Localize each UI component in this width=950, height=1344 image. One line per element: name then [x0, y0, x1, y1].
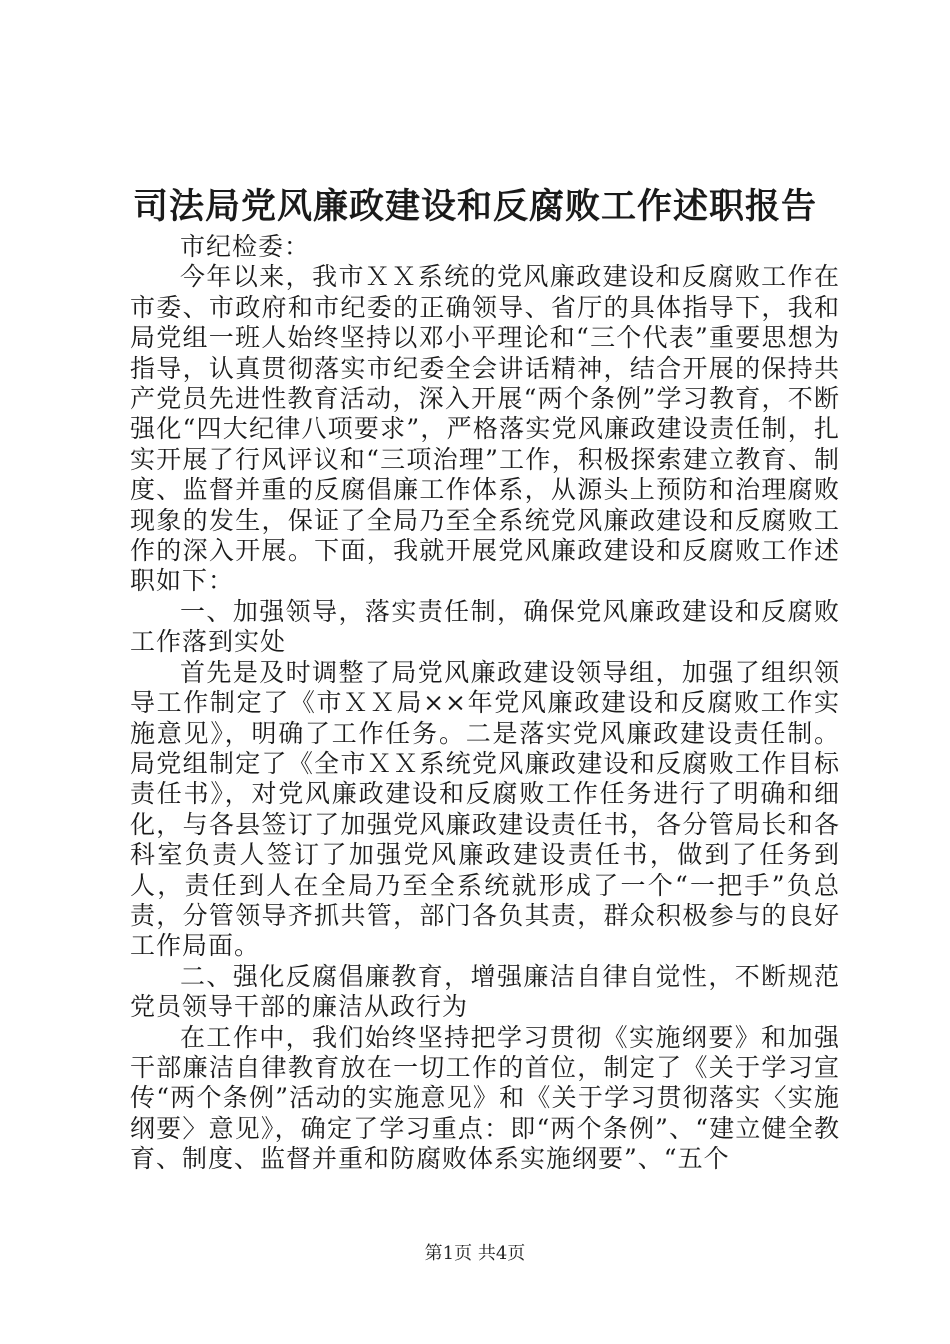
document-title: 司法局党风廉政建设和反腐败工作述职报告: [132, 186, 817, 227]
body-paragraph: 在工作中，我们始终坚持把学习贯彻《实施纲要》和加强干部廉洁自律教育放在一切工作的首位，制定了《关于学习宣传“两个条例”活动的实施意见》和《关于学习贯彻落实〈实施纲要〉意见》，确定了学习重点：即“两个条例”、“建立健全教育、制度、监督并重和防腐败体系实施纲要”、“五个: [130, 1022, 840, 1174]
document-body: [130, 232, 840, 1175]
body-paragraph: 首先是及时调整了局党风廉政建设领导组，加强了组织领导工作制定了《市ＸＸ局××年党风廉政建设和反腐败工作实施意见》，明确了工作任务。二是落实党风廉政建设责任制。局党组制定了《全市ＸＸ系统党风廉政建设和反腐败工作目标责任书》，对党风廉政建设和反腐败工作任务进行了明确和细化，与各县签订了加强党风廉政建设责任书，各分管局长和各科室负责人签订了加强党风廉政建设责任书，做到了任务到人，责任到人在全局乃至全系统就形成了一个“一把手”负总责，分管领导齐抓共管，部门各负其责，群众积极参与的良好工作局面。: [130, 657, 840, 961]
page-number-footer: 第1页 共4页: [424, 1243, 526, 1264]
section-heading: 一、加强领导，落实责任制，确保党风廉政建设和反腐败工作落到实处: [130, 596, 840, 657]
section-heading: 二、强化反腐倡廉教育，增强廉洁自律自觉性，不断规范党员领导干部的廉洁从政行为: [130, 961, 840, 1022]
body-paragraph: 今年以来，我市ＸＸ系统的党风廉政建设和反腐败工作在市委、市政府和市纪委的正确领导、省厅的具体指导下，我和局党组一班人始终坚持以邓小平理论和“三个代表”重要思想为指导，认真贯彻落实市纪委全会讲话精神，结合开展的保持共产党员先进性教育活动，深入开展“两个条例”学习教育，不断强化“四大纪律八项要求”，严格落实党风廉政建设责任制，扎实开展了行风评议和“三项治理”工作，积极探索建立教育、制度、监督并重的反腐倡廉工作体系，从源头上预防和治理腐败现象的发生，保证了全局乃至全系统党风廉政建设和反腐败工作的深入开展。下面，我就开展党风廉政建设和反腐败工作述职如下：: [130, 262, 840, 596]
salutation: 市纪检委：: [180, 232, 311, 261]
